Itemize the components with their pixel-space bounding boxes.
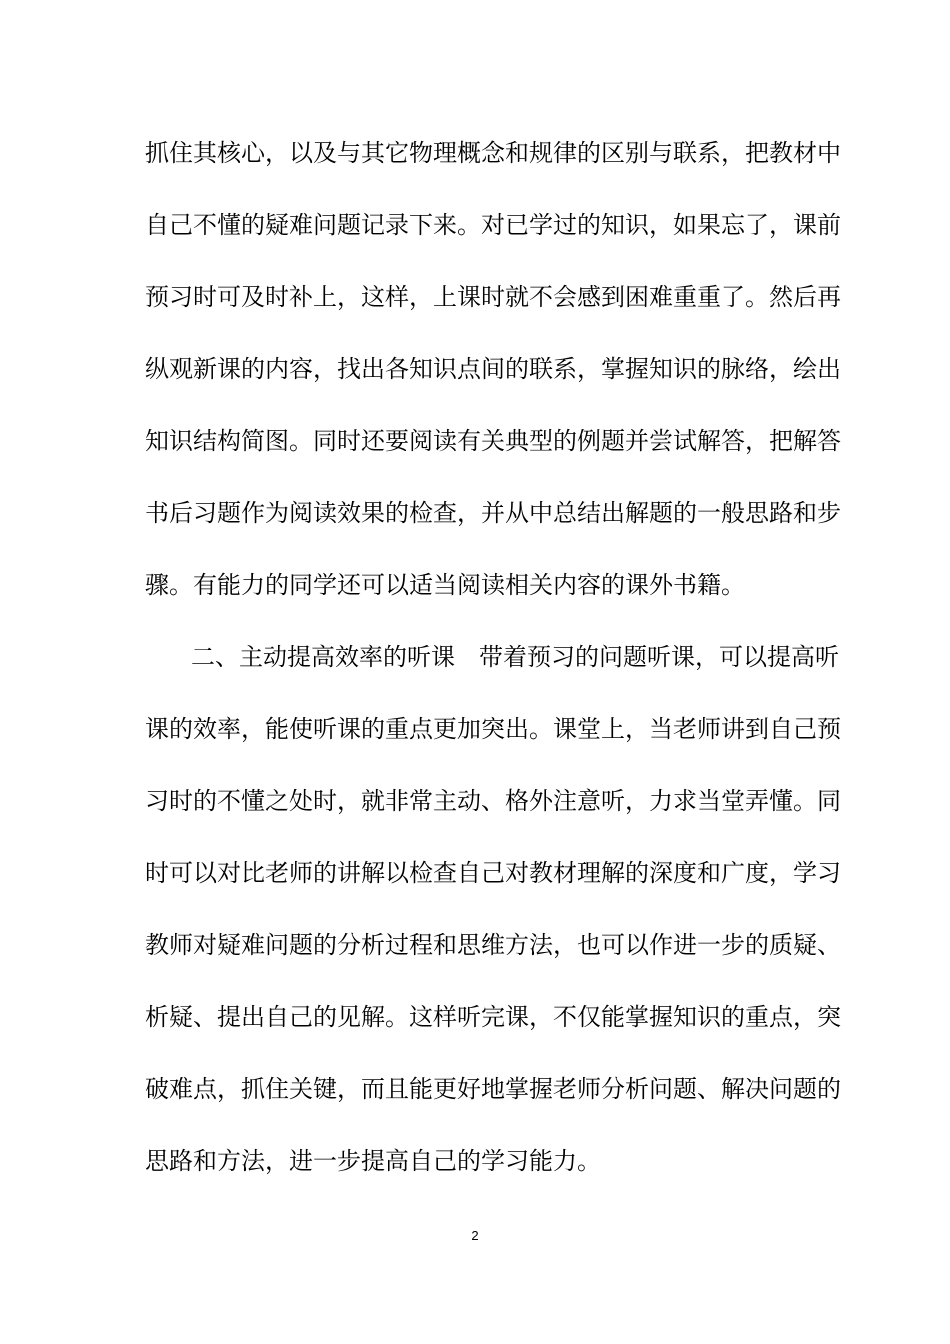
text-line: 自己不懂的疑难问题记录下来。对已学过的知识，如果忘了，课前 xyxy=(145,211,841,239)
text-line: 析疑、提出自己的见解。这样听完课，不仅能掌握知识的重点，突 xyxy=(145,1003,841,1031)
text-line: 课的效率，能使听课的重点更加突出。课堂上，当老师讲到自己预 xyxy=(145,715,841,743)
text-line: 抓住其核心，以及与其它物理概念和规律的区别与联系，把教材中 xyxy=(145,139,841,167)
page-number: 2 xyxy=(471,1228,479,1243)
text-line: 预习时可及时补上，这样，上课时就不会感到困难重重了。然后再 xyxy=(145,283,841,311)
text-line: 骤。有能力的同学还可以适当阅读相关内容的课外书籍。 xyxy=(145,571,745,599)
text-line: 书后习题作为阅读效果的检查，并从中总结出解题的一般思路和步 xyxy=(145,499,841,527)
text-line: 教师对疑难问题的分析过程和思维方法，也可以作进一步的质疑、 xyxy=(145,931,841,959)
text-line: 思路和方法，进一步提高自己的学习能力。 xyxy=(145,1147,601,1175)
text-line: 破难点，抓住关键，而且能更好地掌握老师分析问题、解决问题的 xyxy=(145,1075,841,1103)
text-line: 知识结构简图。同时还要阅读有关典型的例题并尝试解答，把解答 xyxy=(145,427,841,455)
text-line: 习时的不懂之处时，就非常主动、格外注意听，力求当堂弄懂。同 xyxy=(145,787,841,815)
text-line: 纵观新课的内容，找出各知识点间的联系，掌握知识的脉络，绘出 xyxy=(145,355,841,383)
text-line: 时可以对比老师的讲解以检查自己对教材理解的深度和广度，学习 xyxy=(145,859,841,887)
paragraph-heading-line: 二、主动提高效率的听课 带着预习的问题听课，可以提高听 xyxy=(191,643,839,671)
